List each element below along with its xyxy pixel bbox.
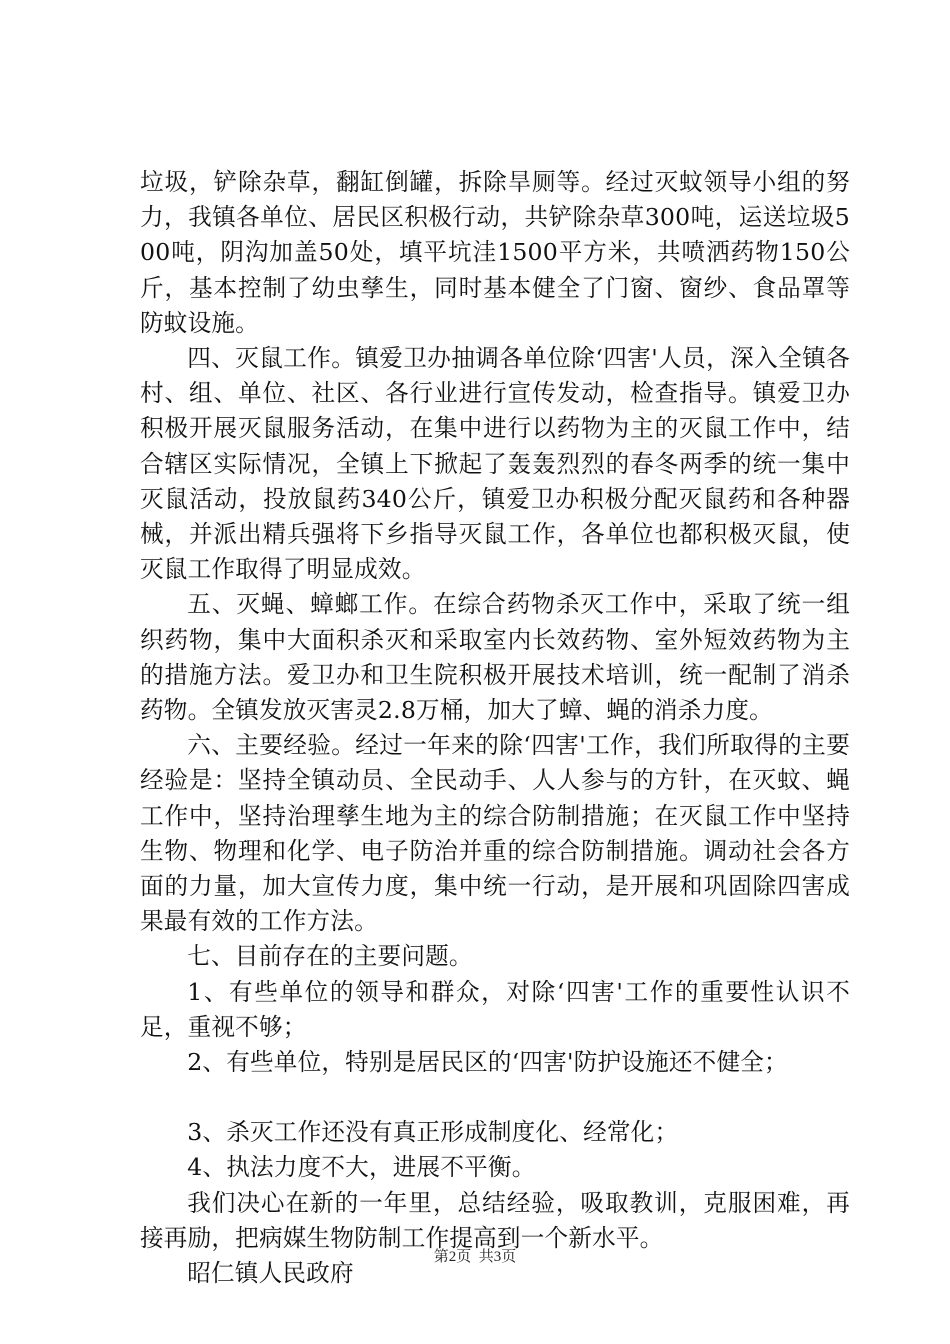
document-body: [140, 165, 850, 1291]
paragraph-resolution: 我们决心在新的一年里，总结经验，吸取教训，克服困难，再接再励，把病媒生物防制工作提高到一个新水平。: [140, 1188, 850, 1252]
paragraph-problem-1: 1、有些单位的领导和群众，对除‘四害'工作的重要性认识不足，重视不够；: [140, 977, 850, 1041]
signature-line: 昭仁镇人民政府: [187, 1259, 354, 1288]
paragraph-problem-3: 3、杀灭工作还没有真正形成制度化、经常化；: [187, 1118, 679, 1147]
paragraph-problem-4: 4、执法力度不大，进展不平衡。: [187, 1153, 536, 1182]
paragraph-fly-cockroach-control: 五、灭蝇、蟑螂工作。在综合药物杀灭工作中，采取了统一组织药物，集中大面积杀灭和采取室内长效药物、室外短效药物为主的措施方法。爱卫办和卫生院积极开展技术培训，统一配制了消杀药物。全镇发放灭害灵2.8万桶，加大了蟑、蝇的消杀力度。: [140, 590, 850, 725]
paragraph-continuation: 垃圾，铲除杂草，翻缸倒罐，拆除旱厕等。经过灭蚊领导小组的努力，我镇各单位、居民区积极行动，共铲除杂草300吨，运送垃圾500吨，阴沟加盖50处，填平坑洼1500平方米，共喷洒药物150公斤，基本控制了幼虫孳生，同时基本健全了门窗、窗纱、食品罩等防蚊设施。: [140, 168, 850, 337]
paragraph-problem-2: 2、有些单位，特别是居民区的‘四害'防护设施还不健全；: [187, 1048, 788, 1077]
paragraph-problems-heading: 七、目前存在的主要问题。: [187, 942, 473, 971]
page-number-footer: 第2页 共3页: [433, 1249, 517, 1265]
paragraph-rodent-control: 四、灭鼠工作。镇爱卫办抽调各单位除‘四害'人员，深入全镇各村、组、单位、社区、各行业进行宣传发动，检查指导。镇爱卫办积极开展灭鼠服务活动，在集中进行以药物为主的灭鼠工作中，结合辖区实际情况，全镇上下掀起了轰轰烈烈的春冬两季的统一集中灭鼠活动，投放鼠药340公斤，镇爱卫办积极分配灭鼠药和各种器械，并派出精兵强将下乡指导灭鼠工作，各单位也都积极灭鼠，使灭鼠工作取得了明显成效。: [140, 344, 850, 584]
paragraph-main-experience: 六、主要经验。经过一年来的除‘四害'工作，我们所取得的主要经验是：坚持全镇动员、全民动手、人人参与的方针，在灭蚊、蝇工作中，坚持治理孳生地为主的综合防制措施；在灭鼠工作中坚持生物、物理和化学、电子防治并重的综合防制措施。调动社会各方面的力量，加大宣传力度，集中统一行动，是开展和巩固除四害成果最有效的工作方法。: [140, 731, 850, 936]
